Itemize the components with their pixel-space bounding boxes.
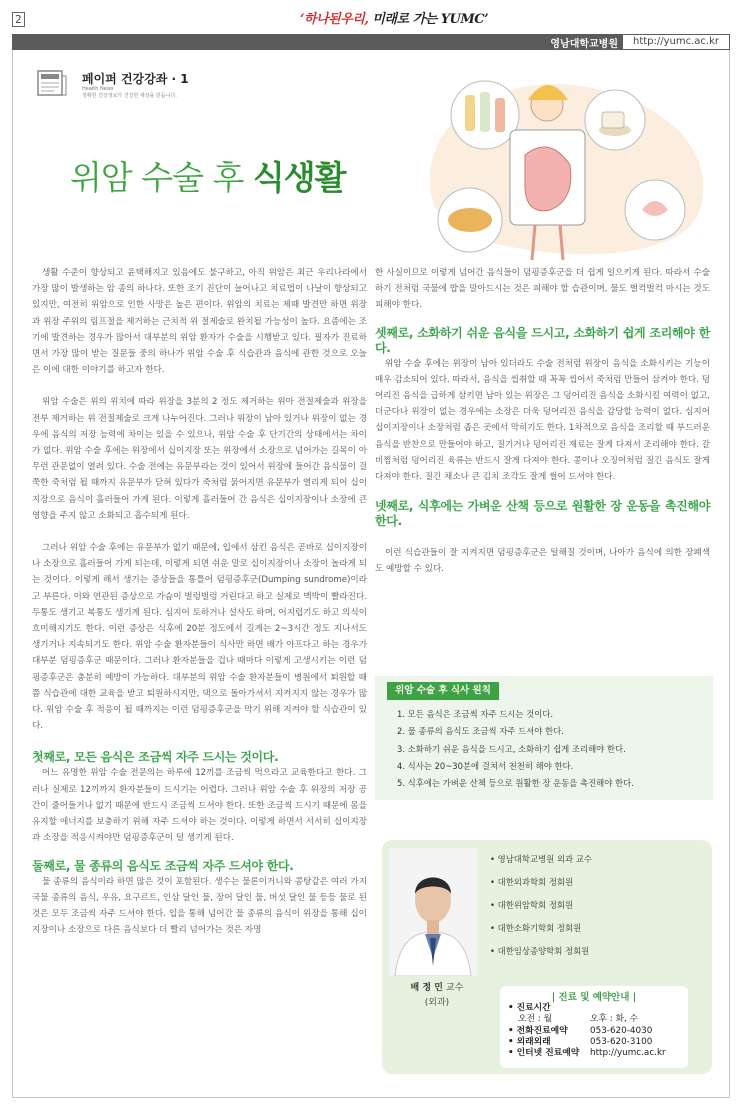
- slogan: [300, 8, 488, 27]
- series-title: 페이퍼 건강강좌 · 1: [82, 72, 189, 86]
- info-value: [590, 1003, 686, 1014]
- page-title: [70, 152, 346, 199]
- slogan-part1: ‘하나된우리,: [300, 12, 369, 27]
- info-key: • 외래외래: [508, 1036, 551, 1047]
- doctor-portrait-icon: [389, 848, 477, 976]
- info-row-schedule: [508, 1014, 686, 1025]
- slogan-part2: 미래로 가는 YUMC’: [368, 12, 489, 27]
- credential-item: • 영남대학교병원 외과 교수: [490, 848, 592, 871]
- series-subtitle: [82, 86, 202, 100]
- appointment-info-card: [500, 986, 688, 1068]
- info-row-outpatient: [508, 1037, 686, 1048]
- paragraph: 어느 유명한 위암 수술 전문의는 하루에 12끼를 조금씩 먹으라고 교육한다고 한다. 그러나 실제로 12끼까지 환자분들이 드시기는 어렵다. 그러나 위암 수술 후 위장의 저장 공간이 줄어들거나 없기 때문에 반드시 조금씩 드셔야 한다. 또한 조금씩 드시기 때문에 몸을 유지할 에너지를 보충하기 위해 자주 드셔야 하는 것이다. 이렇게 하면서 서서히 십이지장과 소장을 적응시켜야만 덤핑증후군이 덜 생기게 된다.: [32, 768, 367, 844]
- doctor-name: [397, 980, 477, 993]
- title-part2: 식생활: [252, 158, 346, 197]
- paragraph: 한 사실이므로 이렇게 넘어간 음식들이 덤핑증후군을 더 쉽게 일으키게 된다. 따라서 수술하기 전처럼 국물에 밥을 말아드시는 것은 피해야 할 습관이며, 물도 벌컥벌컥 마시는 것도 피해야 한다.: [375, 268, 710, 311]
- doctor-credentials: [490, 848, 592, 963]
- info-key: • 진료시간: [508, 1003, 551, 1013]
- diet-rules-box: [375, 676, 713, 800]
- doctor-department: (외과): [424, 998, 450, 1008]
- info-key: • 전화진료예약: [508, 1025, 568, 1036]
- diet-rule-item: 2. 물 종류의 음식도 조금씩 자주 드셔야 한다.: [397, 726, 564, 737]
- doctor-profile-box: [382, 840, 712, 1074]
- appointment-info-title: | 진료 및 예약안내 |: [551, 992, 637, 1003]
- section-heading-4: 넷째로, 식후에는 가벼운 산책 등으로 원활한 장 운동을 촉진해야 한다.: [375, 499, 710, 529]
- series-sub-ko: 정확한 건강정보가 건강한 세상을 만듭니다.: [82, 93, 177, 99]
- news-icon: [36, 68, 68, 98]
- appointment-info-rows: [508, 1003, 686, 1059]
- info-row-hours: [508, 1003, 686, 1014]
- paragraph: 위암 수술은 위의 위치에 따라 위장을 3분의 2 정도 제거하는 위아 전절제술과 위장을 전부 제거하는 위 전절제술로 크게 나누어진다. 그러나 위장이 남아 있거나 위장이 없는 경우에 음식의 저장 능력에 차이는 있을 수 있으나, 위암 수술 후 단기간의 상태에서는 차이가 없다. 위암 수술 후에는 위장에서 십이지장 또는 위장에서 소장으로 넘어가는 길목이 아무런 관문없이 열려 있다. 수술 전에는 유문부라는 것이 있어서 위장에 들어간 음식물이 걸쭉한 죽처럼 될 때까지 유문부가 닫혀 있다가 죽처럼 묽어지면 유문부가 열리게 되어 십이지장으로 음식이 흘러들어 가게 된다. 이렇게 흘러들어 간 음식은 십이지장이나 소장에 큰 영향을 주지 않고 소화되고 흡수되게 된다.: [32, 397, 367, 521]
- article-column-right: [375, 265, 710, 578]
- diet-rule-item: 4. 식사는 20~30분에 걸쳐서 천천히 해야 한다.: [397, 760, 574, 771]
- credential-item: • 대한임상종양학회 정회원: [490, 940, 592, 963]
- section-heading-1: 첫째로, 모든 음식은 조금씩 자주 드시는 것이다.: [32, 750, 279, 765]
- title-part1: 위암 수술 후: [70, 158, 253, 197]
- header-bar: [12, 34, 730, 50]
- stomach-illustration: [410, 60, 720, 265]
- diet-rule-item: 3. 소화하기 쉬운 음식을 드시고, 소화하기 쉽게 조리해야 한다.: [397, 743, 626, 754]
- paragraph: 물 종류의 음식이라 하면 많은 것이 포함된다. 생수는 물론이거니와 콩탕같은 여러 가지 국물 종류의 음식, 우유, 요구르트, 인삼 달인 물, 장어 달인 물, 버섯 달인 물 등등 물로 된 것은 모두 조금씩 자주 드셔야 한다. 입을 통해 넘어간 물 종류의 음식이 위장을 통해 십이지장이나 소장으로 다른 음식보다 더 빨리 넘어가는 것은 자명: [32, 876, 367, 936]
- credential-item: • 대한위암학회 정회원: [490, 894, 592, 917]
- info-row-web: [508, 1048, 686, 1059]
- article-column-left: [32, 265, 367, 938]
- phone-link[interactable]: 053-620-4030: [590, 1025, 653, 1036]
- doctor-name-text: 배 정 민: [410, 983, 443, 993]
- hospital-name: 영남대학교병원: [550, 39, 618, 50]
- paragraph: 그러나 위암 수술 후에는 유문부가 없기 때문에, 입에서 삼킨 음식은 곧바로 십이지장이나 소장으로 흘러들어 가게 되는데, 이렇게 되면 쉬운 말로 십이지장이나 소장이 놀라게 되는 것이다. 이렇게 해서 생기는 증상들을 통틀어 덤핑증후군(Dumping sundrome)이라고 부른다. 이와 연관된 증상으로 가슴이 벌렁벌렁 거린다고 하고 실제로 맥박이 빨라진다. 두통도 생기고 복통도 생기게 된다. 심지어 토하거나 설사도 하며, 어지럽기도 하고 의식이 흐미해지기도 한다. 이런 증상은 식후에 20분 정도에서 길게는 2~3시간 정도 지나서도 생기거나 지속되기도 한다. 위암 수술 환자분들이 식사만 하면 배가 아프다고 하는 경우가 대부분 덤핑증후군 때문이다. 그러나 환자분들을 겁나 때마다 이렇게 고생시키는 이런 덤핑증후군은 충분히 예방이 가능하다. 대부분의 위암 수술 환자분들이 병원에서 퇴원할 때쯤 식습관에 대한 교육을 받고 퇴원하시지만, 댁으로 돌아가셔서 지켜지지 않는 경우가 많다. 위암 수술 후 적응이 될 때까지는 이런 덤핑증후군을 막기 위해 지켜야 할 식습관이 있다.: [32, 543, 367, 732]
- info-value: 오후 : 화, 수: [590, 1014, 639, 1025]
- diet-rules-title: 위암 수술 후 식사 원칙: [387, 682, 499, 700]
- web-reservation-link[interactable]: http://yumc.ac.kr: [590, 1048, 666, 1059]
- credential-item: • 대한소화기학회 정회원: [490, 917, 592, 940]
- doctor-photo: [389, 848, 477, 976]
- section-heading-2: 둘째로, 물 종류의 음식도 조금씩 자주 드셔야 한다.: [32, 858, 294, 873]
- series-sub-en: Health News: [82, 86, 114, 92]
- diet-rules-list: [397, 706, 634, 792]
- section-heading-3: 셋째로, 소화하기 쉬운 음식을 드시고, 소화하기 쉽게 조리해야 한다.: [375, 325, 710, 355]
- page-number: 2: [12, 12, 25, 27]
- diet-rule-item: 5. 식후에는 가벼운 산책 등으로 원활한 장 운동을 촉진해야 한다.: [397, 778, 634, 789]
- paragraph: 이런 식습관들이 잘 지켜지면 덤핑증후군은 털해질 것이며, 나아가 음식에 의한 장폐색도 예방할 수 있다.: [375, 548, 710, 575]
- top-strip: [0, 0, 740, 30]
- doctor-title: 교수: [446, 983, 464, 993]
- info-row-phone: [508, 1026, 686, 1037]
- diet-rule-item: 1. 모든 음식은 조금씩 자주 드시는 것이다.: [397, 709, 554, 719]
- info-key: • 인터넷 진료예약: [508, 1048, 580, 1059]
- hospital-url-link[interactable]: http://yumc.ac.kr: [622, 34, 730, 50]
- paragraph: 생활 수준이 향상되고 윤택해지고 있음에도 불구하고, 아직 위암은 최근 우리나라에서 가장 많이 발생하는 암 종의 하나다. 또한 조기 진단이 늘어나고 치료법이 나날이 향상되고 있지만, 여전히 위암으로 인한 사망은 높은 편이다. 위암의 치료는 제때 발견만 하면 위장과 위장 주위의 림프절을 제거하는 근치적 위 절제술로 완치될 가능성이 높다. 요즘에는 조기에 발견하는 경우가 많아서 대부분의 위암 환자가 수술을 시행받고 있다. 필자가 진료하면서 가장 많이 받는 질문들 중의 하나가 위암 수술 후 식습관과 음식에 관한 것으로 오늘은 이에 대한 이야기를 하고자 한다.: [32, 268, 367, 376]
- info-key: 오전 : 월: [518, 1014, 553, 1025]
- paragraph: 위암 수술 후에는 위장이 남아 있더라도 수술 전처럼 위장이 음식을 소화시키는 기능이 매우 감소되어 있다. 따라서, 음식을 씹취할 때 꼭꼭 씹어서 죽처럼 만들어 삼켜야 한다. 덩어리진 음식을 급하게 삼키면 남아 있는 위장은 그 덩어리진 음식을 소화시킬 여력이 없고, 더군다나 위장이 없는 경우에는 소장은 더욱 덩어리진 음식을 감당할 능력이 없다. 심지어 십이지장이나 소장처럼 좁은 곳에서 막히기도 한다. 1차적으로 음식을 조리할 때 부드러운 음식을 반찬으로 만들어야 하고, 질기거나 덩어리진 재료는 잘게 다져서 조리해야 한다. 갈비찜처럼 덩어리진 육류는 반드시 잘게 다져야 한다. 콩이나 오징어처럼 질긴 음식도 잘게 다져야 한다. 질긴 채소나 큰 김치 조각도 잘게 썰어 드셔야 한다.: [375, 358, 710, 483]
- phone-link[interactable]: 053-620-3100: [590, 1036, 653, 1047]
- credential-item: • 대한외과학회 정회원: [490, 871, 592, 894]
